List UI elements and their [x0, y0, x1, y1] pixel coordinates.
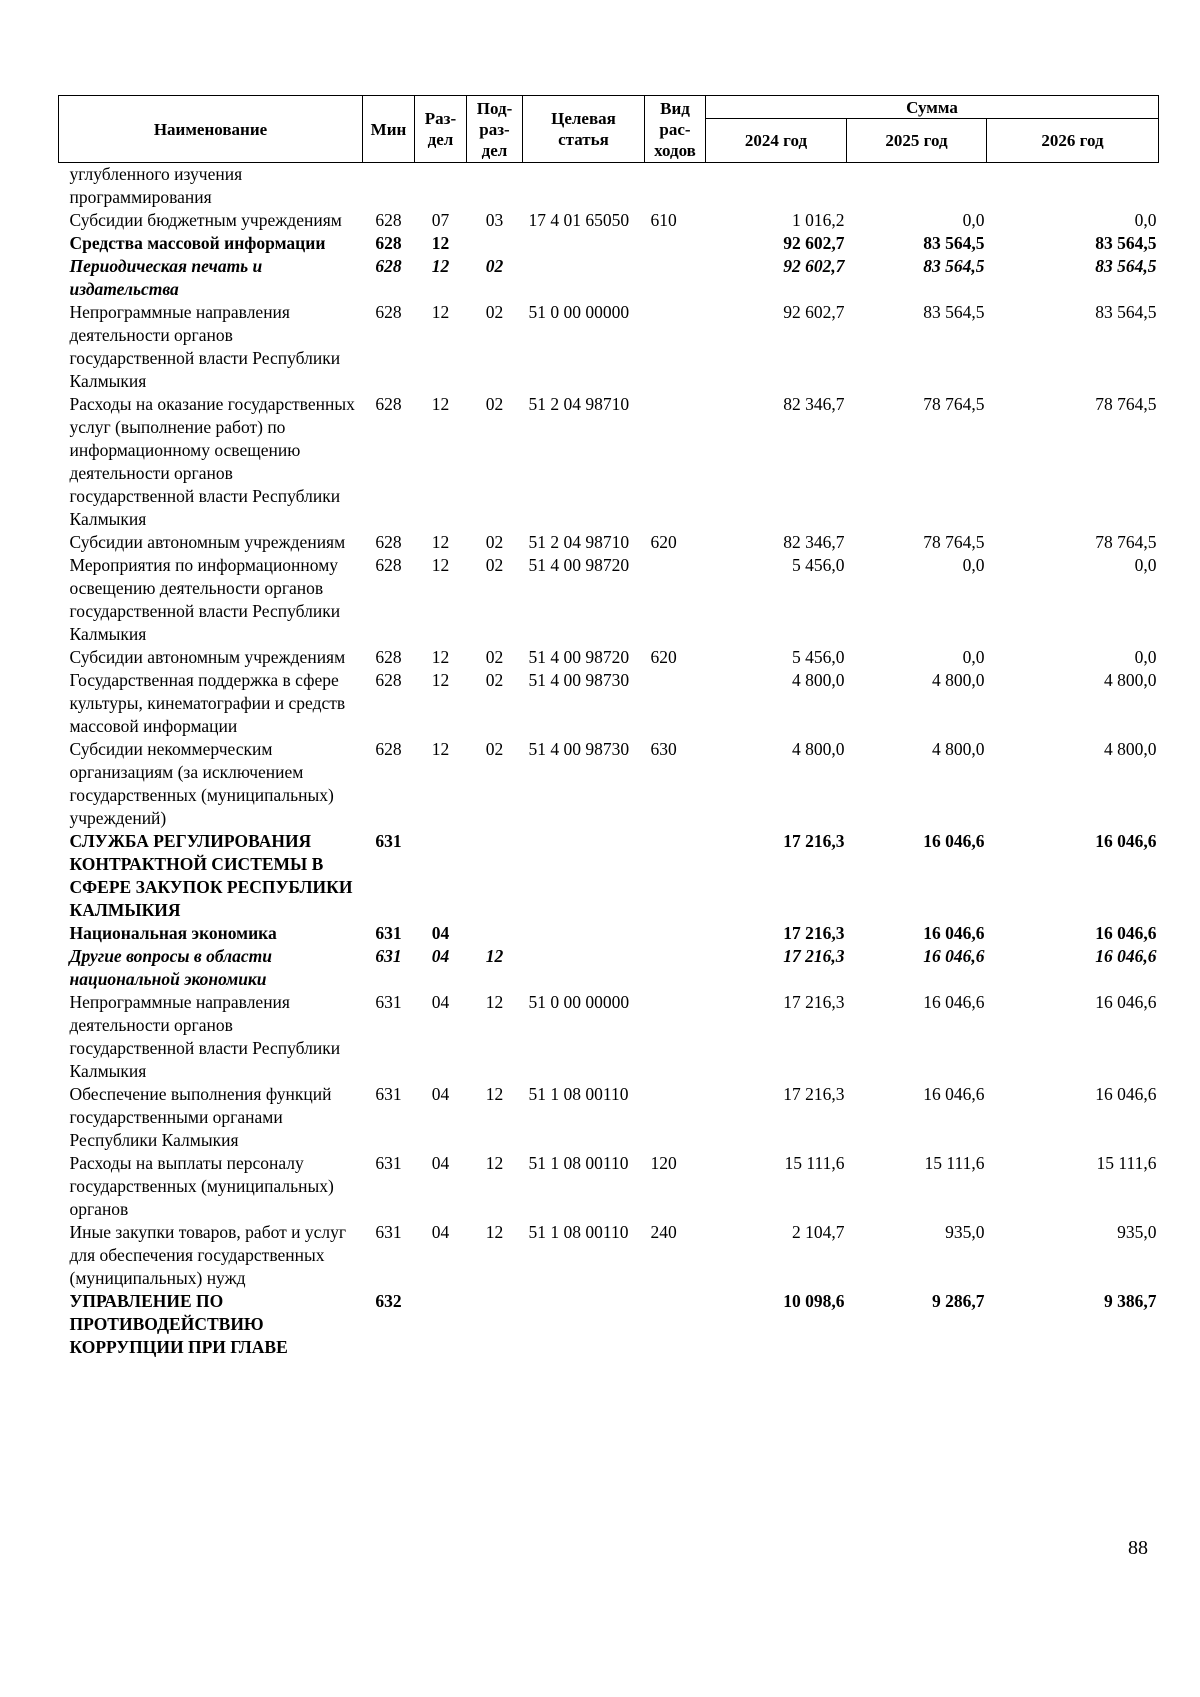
cell-razdel: 04	[431, 923, 450, 943]
cell-2024: 82 346,7	[783, 532, 845, 552]
table-row	[59, 301, 1159, 393]
cell-vid: 620	[650, 647, 677, 667]
table-row	[59, 738, 1159, 830]
table-row	[59, 945, 1159, 991]
cell-2024: 5 456,0	[792, 647, 845, 667]
cell-2025: 15 111,6	[924, 1153, 985, 1173]
cell-2026: 0,0	[1134, 647, 1157, 667]
cell-2025: 9 286,7	[932, 1291, 985, 1311]
cell-target: 51 0 00 00000	[528, 302, 630, 322]
cell-vid	[645, 945, 706, 991]
cell-razdel: 12	[431, 739, 450, 759]
cell-2024: 1 016,2	[792, 210, 845, 230]
table-row	[59, 922, 1159, 945]
cell-target	[523, 830, 645, 922]
table-row	[59, 1083, 1159, 1152]
cell-name: Государственная поддержка в сфере культуры, кинематографии и средств массовой информации	[69, 670, 346, 736]
cell-podrazdel: 02	[485, 394, 504, 414]
cell-razdel: 04	[431, 1153, 450, 1173]
cell-2025: 78 764,5	[923, 532, 985, 552]
cell-2026: 83 564,5	[1095, 302, 1157, 322]
cell-name: Непрограммные направления деятельности органов государственной власти Республики Калмыкия	[69, 302, 341, 391]
table-row	[59, 1152, 1159, 1221]
cell-podrazdel: 03	[485, 210, 504, 230]
cell-podrazdel: 02	[485, 670, 504, 690]
cell-2026: 16 046,6	[1095, 923, 1157, 943]
cell-vid: 610	[650, 210, 677, 230]
cell-min: 628	[375, 233, 402, 253]
cell-name: Субсидии некоммерческим организациям (за исключением государственных (муниципальных) учреждений)	[69, 739, 334, 828]
cell-target: 51 4 00 98730	[528, 739, 630, 759]
cell-target: 51 2 04 98710	[528, 532, 630, 552]
cell-target: 51 4 00 98720	[528, 555, 630, 575]
cell-target: 51 1 08 00110	[528, 1084, 629, 1104]
cell-razdel: 12	[431, 532, 450, 552]
cell-2025: 83 564,5	[923, 256, 985, 276]
table-row	[59, 991, 1159, 1083]
cell-2026: 0,0	[1134, 555, 1157, 575]
cell-podrazdel: 12	[485, 946, 504, 966]
cell-2025	[847, 163, 987, 210]
cell-2025: 16 046,6	[923, 923, 985, 943]
cell-target: 51 0 00 00000	[528, 992, 630, 1012]
cell-razdel: 04	[431, 946, 450, 966]
table-row	[59, 255, 1159, 301]
cell-podrazdel: 02	[485, 532, 504, 552]
cell-2024: 5 456,0	[792, 555, 845, 575]
cell-razdel	[415, 1290, 467, 1359]
cell-vid	[645, 301, 706, 393]
cell-name: Другие вопросы в области национальной экономики	[69, 946, 273, 989]
table-row	[59, 232, 1159, 255]
header-2026: 2026 год	[987, 119, 1159, 163]
cell-2025: 4 800,0	[932, 670, 985, 690]
cell-name: УПРАВЛЕНИЕ ПО ПРОТИВОДЕЙСТВИЮ КОРРУПЦИИ ПРИ ГЛАВЕ	[69, 1291, 288, 1357]
cell-2026: 9 386,7	[1104, 1291, 1157, 1311]
cell-2026: 78 764,5	[1095, 394, 1157, 414]
cell-target	[523, 255, 645, 301]
cell-min: 628	[375, 210, 402, 230]
cell-min: 628	[375, 739, 402, 759]
cell-2024: 17 216,3	[783, 923, 845, 943]
cell-razdel: 12	[431, 394, 450, 414]
cell-2024: 10 098,6	[783, 1291, 845, 1311]
cell-2026: 935,0	[1117, 1222, 1157, 1242]
header-target: Целевая статья	[523, 96, 645, 163]
cell-podrazdel: 02	[485, 647, 504, 667]
cell-vid	[645, 393, 706, 531]
cell-vid: 630	[650, 739, 677, 759]
cell-target	[523, 163, 645, 210]
cell-razdel: 12	[431, 302, 450, 322]
header-podrazdel: Под- раз- дел	[467, 96, 523, 163]
cell-2024: 17 216,3	[783, 1084, 845, 1104]
cell-2024: 92 602,7	[783, 256, 845, 276]
cell-2025: 0,0	[962, 647, 985, 667]
cell-razdel	[415, 163, 467, 210]
cell-name: Субсидии автономным учреждениям	[69, 532, 346, 552]
header-name: Наименование	[59, 96, 363, 163]
cell-podrazdel: 02	[485, 555, 504, 575]
cell-2026: 16 046,6	[1095, 946, 1157, 966]
cell-2024: 82 346,7	[783, 394, 845, 414]
cell-2025: 16 046,6	[923, 831, 985, 851]
cell-razdel: 12	[431, 233, 450, 253]
cell-min: 632	[375, 1291, 402, 1311]
table-row	[59, 531, 1159, 554]
cell-vid	[645, 1083, 706, 1152]
cell-min: 631	[375, 1222, 402, 1242]
cell-min: 628	[375, 302, 402, 322]
cell-2024: 17 216,3	[783, 992, 845, 1012]
cell-2026: 0,0	[1134, 210, 1157, 230]
cell-razdel: 04	[431, 1084, 450, 1104]
cell-2024: 2 104,7	[792, 1222, 845, 1242]
cell-podrazdel: 12	[485, 1222, 504, 1242]
header-razdel: Раз- дел	[415, 96, 467, 163]
cell-target: 51 4 00 98730	[528, 670, 630, 690]
cell-podrazdel: 02	[485, 739, 504, 759]
cell-2024: 92 602,7	[783, 302, 845, 322]
table-row	[59, 669, 1159, 738]
cell-name: Периодическая печать и издательства	[69, 256, 263, 299]
cell-vid	[645, 922, 706, 945]
cell-2025: 935,0	[945, 1222, 985, 1242]
cell-podrazdel: 12	[485, 992, 504, 1012]
cell-podrazdel: 02	[485, 302, 504, 322]
header-vid: Вид рас- ходов	[645, 96, 706, 163]
cell-2025: 83 564,5	[923, 302, 985, 322]
cell-podrazdel: 02	[485, 256, 504, 276]
cell-min: 628	[375, 256, 402, 276]
cell-razdel: 12	[431, 670, 450, 690]
cell-vid: 620	[650, 532, 677, 552]
cell-min: 631	[375, 946, 402, 966]
cell-target: 51 1 08 00110	[528, 1153, 629, 1173]
cell-vid	[645, 163, 706, 210]
cell-podrazdel	[467, 830, 523, 922]
header-sum: Сумма	[706, 96, 1159, 119]
cell-2026: 4 800,0	[1104, 739, 1157, 759]
cell-vid	[645, 991, 706, 1083]
cell-min: 631	[375, 831, 402, 851]
cell-podrazdel	[467, 232, 523, 255]
cell-target: 51 1 08 00110	[528, 1222, 629, 1242]
cell-podrazdel	[467, 1290, 523, 1359]
cell-min	[363, 163, 415, 210]
cell-razdel: 04	[431, 1222, 450, 1242]
cell-2024: 17 216,3	[783, 946, 845, 966]
cell-min: 631	[375, 992, 402, 1012]
cell-2024: 15 111,6	[784, 1153, 845, 1173]
cell-podrazdel: 12	[485, 1084, 504, 1104]
cell-min: 631	[375, 923, 402, 943]
cell-target: 51 2 04 98710	[528, 394, 630, 414]
cell-2025: 16 046,6	[923, 992, 985, 1012]
cell-name: Субсидии автономным учреждениям	[69, 647, 346, 667]
cell-razdel: 12	[431, 647, 450, 667]
cell-name: Обеспечение выполнения функций государственными органами Республики Калмыкия	[69, 1084, 332, 1150]
cell-min: 628	[375, 532, 402, 552]
cell-2024	[706, 163, 847, 210]
cell-name: Национальная экономика	[69, 923, 277, 943]
cell-vid	[645, 232, 706, 255]
cell-min: 631	[375, 1084, 402, 1104]
cell-name: Непрограммные направления деятельности органов государственной власти Республики Калмыкия	[69, 992, 341, 1081]
cell-name: углубленного изучения программирования	[69, 164, 243, 207]
table-row	[59, 1221, 1159, 1290]
cell-2025: 0,0	[962, 210, 985, 230]
cell-name: Субсидии бюджетным учреждениям	[69, 210, 342, 230]
table-row	[59, 393, 1159, 531]
cell-2026	[987, 163, 1159, 210]
cell-2024: 17 216,3	[783, 831, 845, 851]
cell-vid	[645, 554, 706, 646]
cell-podrazdel: 12	[485, 1153, 504, 1173]
cell-target	[523, 232, 645, 255]
cell-name: Расходы на выплаты персоналу государственных (муниципальных) органов	[69, 1153, 334, 1219]
table-row	[59, 1290, 1159, 1359]
cell-2025: 83 564,5	[923, 233, 985, 253]
cell-min: 628	[375, 670, 402, 690]
cell-vid	[645, 255, 706, 301]
cell-target	[523, 945, 645, 991]
cell-2025: 16 046,6	[923, 946, 985, 966]
cell-2026: 15 111,6	[1096, 1153, 1157, 1173]
table-row	[59, 646, 1159, 669]
cell-min: 628	[375, 647, 402, 667]
cell-razdel	[415, 830, 467, 922]
cell-2025: 0,0	[962, 555, 985, 575]
cell-name: СЛУЖБА РЕГУЛИРОВАНИЯ КОНТРАКТНОЙ СИСТЕМЫ В СФЕРЕ ЗАКУПОК РЕСПУБЛИКИ КАЛМЫКИЯ	[69, 831, 353, 920]
cell-target	[523, 922, 645, 945]
header-2024: 2024 год	[706, 119, 847, 163]
table-body	[59, 163, 1159, 1360]
cell-target	[523, 1290, 645, 1359]
table-row	[59, 554, 1159, 646]
cell-min: 628	[375, 394, 402, 414]
cell-2026: 16 046,6	[1095, 992, 1157, 1012]
table-row	[59, 209, 1159, 232]
cell-vid	[645, 669, 706, 738]
cell-name: Средства массовой информации	[69, 233, 326, 253]
cell-razdel: 12	[431, 555, 450, 575]
cell-target: 51 4 00 98720	[528, 647, 630, 667]
cell-2024: 4 800,0	[792, 670, 845, 690]
cell-name: Иные закупки товаров, работ и услуг для обеспечения государственных (муниципальных) нужд	[69, 1222, 347, 1288]
cell-podrazdel	[467, 922, 523, 945]
cell-vid	[645, 830, 706, 922]
cell-vid: 120	[650, 1153, 677, 1173]
header-2025: 2025 год	[847, 119, 987, 163]
cell-min: 628	[375, 555, 402, 575]
cell-2026: 83 564,5	[1095, 233, 1157, 253]
cell-2025: 16 046,6	[923, 1084, 985, 1104]
table-header	[59, 96, 1159, 163]
cell-2026: 4 800,0	[1104, 670, 1157, 690]
cell-2024: 4 800,0	[792, 739, 845, 759]
page-number: 88	[1128, 1537, 1148, 1559]
cell-name: Мероприятия по информационному освещению деятельности органов государственной власти Республики Калмыкия	[69, 555, 341, 644]
table-row	[59, 830, 1159, 922]
cell-name: Расходы на оказание государственных услуг (выполнение работ) по информационному освещению деятельности органов государственной власти Республики Калмыкия	[69, 394, 355, 529]
cell-min: 631	[375, 1153, 402, 1173]
cell-target: 17 4 01 65050	[528, 210, 630, 230]
cell-2026: 78 764,5	[1095, 532, 1157, 552]
cell-razdel: 12	[431, 256, 450, 276]
cell-2026: 16 046,6	[1095, 831, 1157, 851]
cell-razdel: 07	[431, 210, 450, 230]
cell-2024: 92 602,7	[783, 233, 845, 253]
header-min: Мин	[363, 96, 415, 163]
cell-2026: 83 564,5	[1095, 256, 1157, 276]
cell-vid: 240	[650, 1222, 677, 1242]
cell-vid	[645, 1290, 706, 1359]
budget-table	[58, 95, 1159, 1359]
cell-2025: 4 800,0	[932, 739, 985, 759]
cell-razdel: 04	[431, 992, 450, 1012]
cell-2025: 78 764,5	[923, 394, 985, 414]
budget-table-container	[58, 95, 1158, 1359]
cell-podrazdel	[467, 163, 523, 210]
table-row	[59, 163, 1159, 210]
cell-2026: 16 046,6	[1095, 1084, 1157, 1104]
